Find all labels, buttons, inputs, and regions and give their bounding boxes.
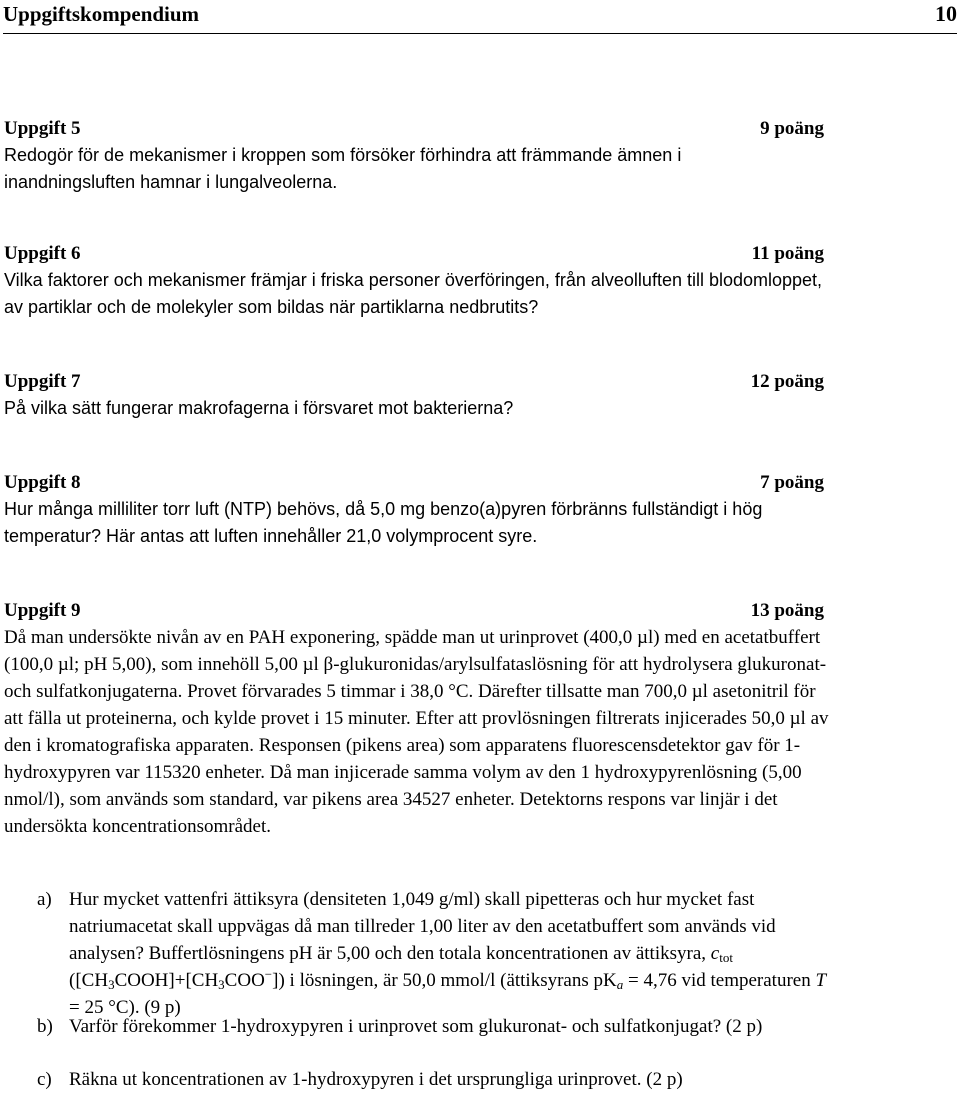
task-9	[4, 597, 829, 840]
subquestion-letter: b)	[37, 1016, 53, 1037]
task-heading	[4, 240, 824, 267]
text-segment: = 25 °C). (9 p)	[69, 997, 181, 1018]
task-title: Uppgift 7	[4, 371, 81, 392]
task-points: 9 poäng	[760, 118, 824, 139]
text-segment: = 4,76 vid temperaturen	[628, 970, 811, 991]
subquestion-letter: a)	[37, 889, 52, 910]
task-6	[4, 240, 824, 321]
c-subscript: tot	[719, 950, 733, 965]
subquestion-row	[37, 1013, 857, 1040]
page-number: 10	[935, 1, 957, 26]
subquestion-a	[37, 886, 837, 1021]
pk-subscript: a	[616, 977, 624, 992]
subquestion-c	[37, 1066, 857, 1093]
task-paragraph: Vilka faktorer och mekanismer främjar i friska personer överföringen, från alveolluften till blodomloppet, av partiklar och de molekyler som bildas när partiklarna nedbrutits?	[4, 270, 823, 317]
subquestion-b	[37, 1013, 857, 1040]
task-paragraph: På vilka sätt fungerar makrofagerna i försvaret mot bakterierna?	[4, 398, 514, 418]
task-heading	[4, 115, 824, 142]
task-heading	[4, 368, 824, 395]
t-symbol: T	[815, 970, 827, 991]
task-text	[4, 267, 824, 321]
task-points: 7 poäng	[760, 472, 824, 493]
formula-segment: ])	[272, 970, 285, 991]
formula-segment: COOH]+[CH	[114, 970, 219, 991]
text-segment: i lösningen, är 50,0 mmol/l (ättiksyrans	[289, 970, 589, 991]
task-text	[4, 142, 774, 196]
formula-segment: ([CH	[69, 970, 109, 991]
pk-symbol: pK	[593, 970, 617, 991]
task-7	[4, 368, 824, 422]
task-text	[4, 496, 824, 550]
subquestion-row	[37, 886, 837, 1021]
task-heading	[4, 597, 824, 624]
task-heading	[4, 469, 824, 496]
formula-subscript: 3	[218, 977, 225, 992]
task-paragraph: Redogör för de mekanismer i kroppen som försöker förhindra att främmande ämnen i inandningsluften hamnar i lungalveolerna.	[4, 145, 682, 192]
task-points: 13 poäng	[750, 600, 824, 621]
formula-subscript: 3	[108, 977, 115, 992]
task-title: Uppgift 5	[4, 118, 81, 139]
subquestion-text: Varför förekommer 1-hydroxypyren i urinprovet som glukuronat- och sulfatkonjugat? (2 p)	[69, 1016, 763, 1037]
subquestion-text: Räkna ut koncentrationen av 1-hydroxypyren i det ursprungliga urinprovet. (2 p)	[69, 1069, 683, 1090]
task-text	[4, 395, 824, 422]
formula-segment: COO	[224, 970, 265, 991]
page-title: Uppgiftskompendium	[3, 2, 200, 26]
task-title: Uppgift 8	[4, 472, 81, 493]
subquestion-row	[37, 1066, 857, 1093]
task-points: 12 poäng	[750, 371, 824, 392]
task-title: Uppgift 9	[4, 600, 81, 621]
task-points: 11 poäng	[751, 243, 824, 264]
header-divider	[3, 33, 957, 34]
task-5	[4, 115, 824, 196]
task-paragraph: Hur många milliliter torr luft (NTP) behövs, då 5,0 mg benzo(a)pyren förbränns fullständigt i hög temperatur? Här antas att luften innehåller 21,0 volymprocent syre.	[4, 499, 763, 546]
text-segment: Hur mycket vattenfri ättiksyra (densiteten 1,049 g/ml) skall pipetteras och hur mycket fast natriumacetat skall uppvägas då man tillreder 1,00 liter av den acetatbuffert som används vid analysen? Buffertlösningens pH är 5,00 och den totala koncentrationen av ättiksyra,	[69, 889, 776, 964]
subquestion-text	[69, 889, 826, 1018]
formula-superscript: −	[264, 966, 273, 982]
task-text	[4, 624, 834, 840]
page-header	[3, 0, 957, 28]
task-title: Uppgift 6	[4, 243, 81, 264]
subquestion-letter: c)	[37, 1069, 52, 1090]
c-symbol: c	[710, 943, 720, 964]
task-paragraph: Då man undersökte nivån av en PAH exponering, spädde man ut urinprovet (400,0 µl) med en acetatbuffert (100,0 µl; pH 5,00), som innehöll 5,00 µl β-glukuronidas/arylsulfataslösning för att hydrolysera glukuronat- och sulfatkonjugaterna. Provet förvarades 5 timmar i 38,0 °C. Därefter tillsatte man 700,0 µl asetonitril för att fälla ut proteinerna, och kylde provet i 15 minuter. Efter att provlösningen filtrerats injicerades 50,0 µl av den i kromatografiska apparaten. Responsen (pikens area) som apparatens fluorescensdetektor gav för 1-hydroxypyren var 115320 enheter. Då man injicerade samma volym av den 1 hydroxypyrenlösning (5,00 nmol/l), som används som standard, var pikens area 34527 enheter. Detektorns respons var linjär i det undersökta koncentrationsområdet.	[4, 627, 829, 837]
task-8	[4, 469, 824, 550]
